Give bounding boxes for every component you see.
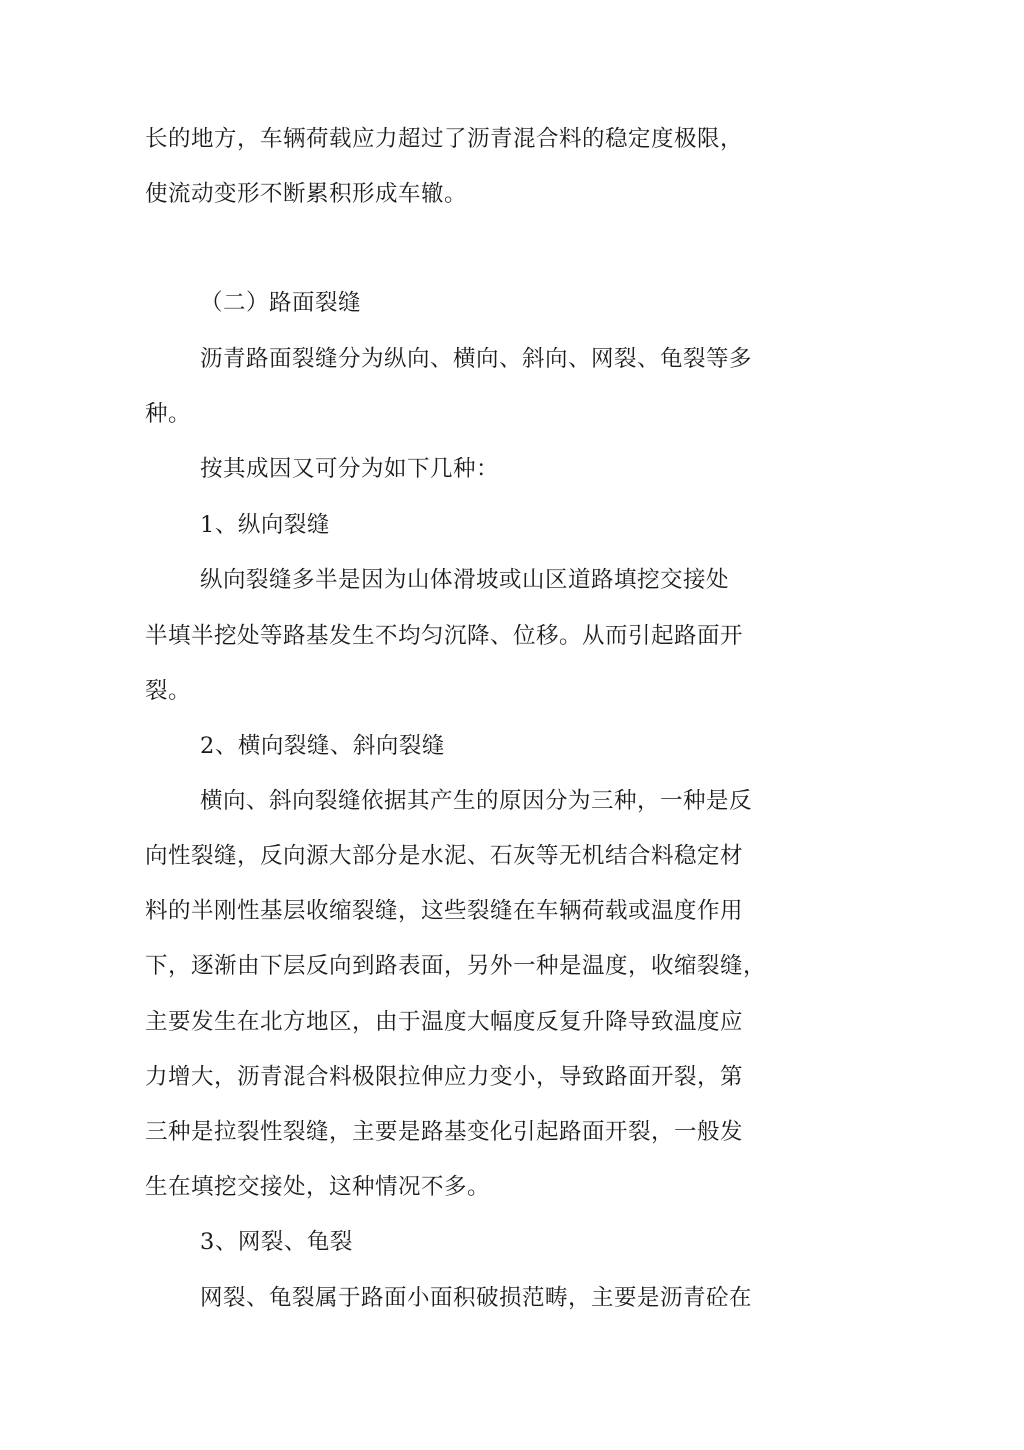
paragraph-line: 沥青路面裂缝分为纵向、横向、斜向、网裂、龟裂等多 [200,346,753,372]
paragraph-line: 料的半刚性基层收缩裂缝，这些裂缝在车辆荷载或温度作用 [145,898,744,924]
section-heading: （二）路面裂缝 [200,290,362,316]
paragraph-line: 主要发生在北方地区，由于温度大幅度反复升降导致温度应 [145,1009,744,1035]
paragraph-line: 按其成因又可分为如下几种： [200,456,500,482]
paragraph-line: 力增大，沥青混合料极限拉伸应力变小，导致路面开裂，第 [145,1064,744,1090]
paragraph-line: 生在填挖交接处，这种情况不多。 [145,1174,491,1200]
paragraph-line: 下，逐渐由下层反向到路表面，另外一种是温度，收缩裂缝， [145,953,767,979]
subheading: 3、网裂、龟裂 [200,1229,353,1255]
paragraph-line: 向性裂缝，反向源大部分是水泥、石灰等无机结合料稳定材 [145,843,744,869]
paragraph-line: 纵向裂缝多半是因为山体滑坡或山区道路填挖交接处 [200,567,730,593]
paragraph-line: 半填半挖处等路基发生不均匀沉降、位移。从而引起路面开 [145,623,744,649]
paragraph-line: 使流动变形不断累积形成车辙。 [145,181,468,207]
paragraph-line: 横向、斜向裂缝依据其产生的原因分为三种，一种是反 [200,788,753,814]
paragraph-line: 裂。 [145,678,192,704]
subheading: 1、纵向裂缝 [200,512,330,538]
paragraph-line: 三种是拉裂性裂缝，主要是路基变化引起路面开裂，一般发 [145,1119,744,1145]
subheading: 2、横向裂缝、斜向裂缝 [200,733,445,759]
paragraph-line: 网裂、龟裂属于路面小面积破损范畴，主要是沥青砼在 [200,1285,753,1311]
paragraph-line: 种。 [145,401,192,427]
paragraph-line: 长的地方，车辆荷载应力超过了沥青混合料的稳定度极限， [145,126,744,152]
